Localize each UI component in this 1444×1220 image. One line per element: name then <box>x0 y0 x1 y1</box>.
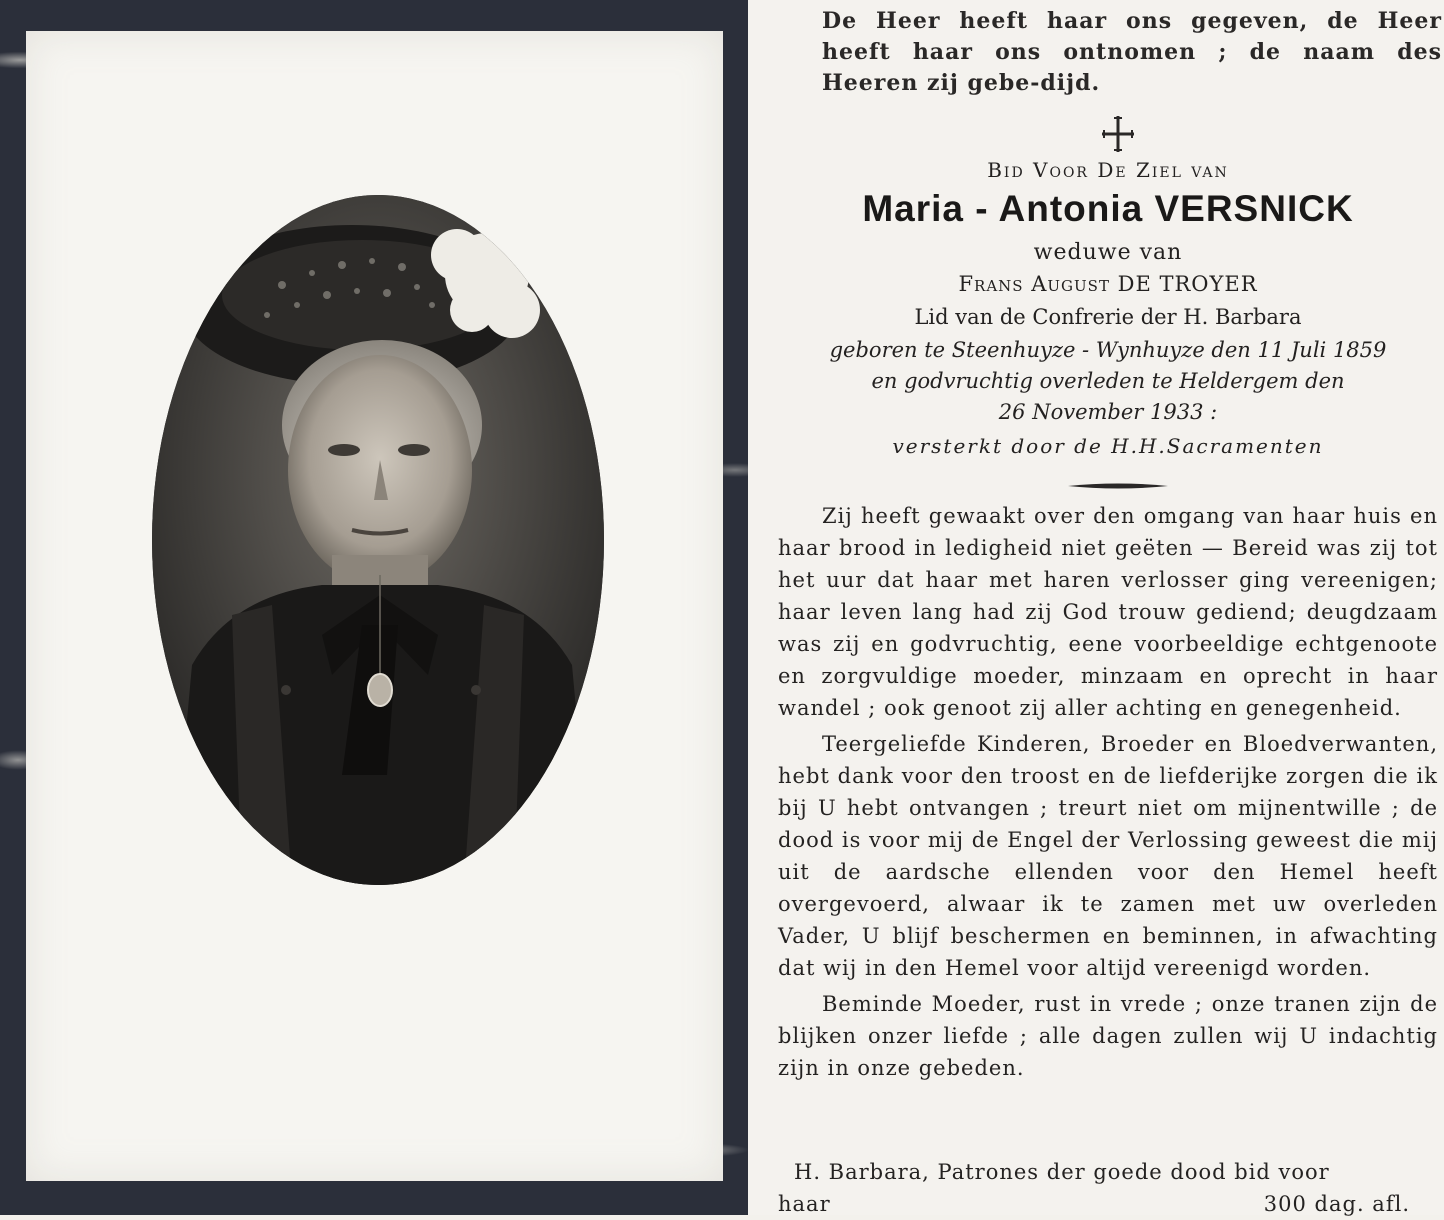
closing-prayer <box>778 1156 1438 1220</box>
widow-of-label: weduwe van <box>1033 240 1183 265</box>
confrerie-membership: Lid van de Confrerie der H. Barbara <box>914 305 1302 329</box>
paragraph-farewell: Teergeliefde Kinderen, Broeder en Bloedverwanten, hebt dank voor den troost en de liefderijke zorgen die ik bij U hebt ontvangen ; treurt niet om mijnentwille ; de dood is voor mij de Engel der Verlossing geweest die mij uit de aardsche ellenden voor den Hemel heeft overgevoerd, alwaar ik te zamen met uw overleden Vader, U blijf beschermen en beminnen, in afwachting dat wij in den Hemel voor altijd vereenigd worden. <box>778 732 1438 980</box>
closing-prayer-line2 <box>778 1188 1438 1220</box>
divider-ornament <box>1068 482 1168 490</box>
photo-card <box>26 31 723 1181</box>
portrait-illustration <box>152 195 604 885</box>
husband-name: Frans August DE TROYER <box>958 272 1258 296</box>
memorial-text-panel <box>748 0 1444 1215</box>
sacraments-line: versterkt door de H.H.Sacramenten <box>892 434 1324 458</box>
prayer-invitation: Bid Voor De Ziel van <box>987 158 1229 182</box>
birth-line: geboren te Steenhuyze - Wynhuyze den 11 Juli 1859 <box>829 338 1387 362</box>
deceased-name: Maria - Antonia VERSNICK <box>862 188 1354 229</box>
paragraph-mother: Beminde Moeder, rust in vrede ; onze tranen zijn de blijken onzer liefde ; alle dagen zullen wij U indachtig zijn in onze gebeden. <box>778 992 1438 1080</box>
portrait-photo <box>152 195 604 885</box>
paragraph-virtues: Zij heeft gewaakt over den omgang van haar huis en haar brood in ledigheid niet geëten — Bereid was zij tot het uur dat haar met haren verlosser ging vereenigen; haar leven lang had zij God trouw gediend; deugdzaam was zij en godvruchtig, eene voorbeeldige echtgenoote en zorgvuldige moeder, minzaam en oprecht in haar wandel ; ook genoot zij aller achting en genegenheid. <box>778 504 1438 720</box>
closing-prayer-word: haar <box>778 1192 831 1216</box>
death-line: en godvruchtig overleden te Heldergem den <box>871 369 1345 393</box>
cross-icon <box>1096 112 1140 156</box>
opening-verse: De Heer heeft haar ons gegeven, de Heer heeft haar ons ontnomen ; de naam des Heeren zij gebe-dijd. <box>822 8 1442 96</box>
closing-prayer-line1: H. Barbara, Patrones der goede dood bid voor <box>794 1160 1330 1184</box>
memorial-body <box>778 500 1438 1084</box>
death-date: 26 November 1933 : <box>998 400 1218 424</box>
indulgence-note: 300 dag. afl. <box>1263 1192 1410 1216</box>
